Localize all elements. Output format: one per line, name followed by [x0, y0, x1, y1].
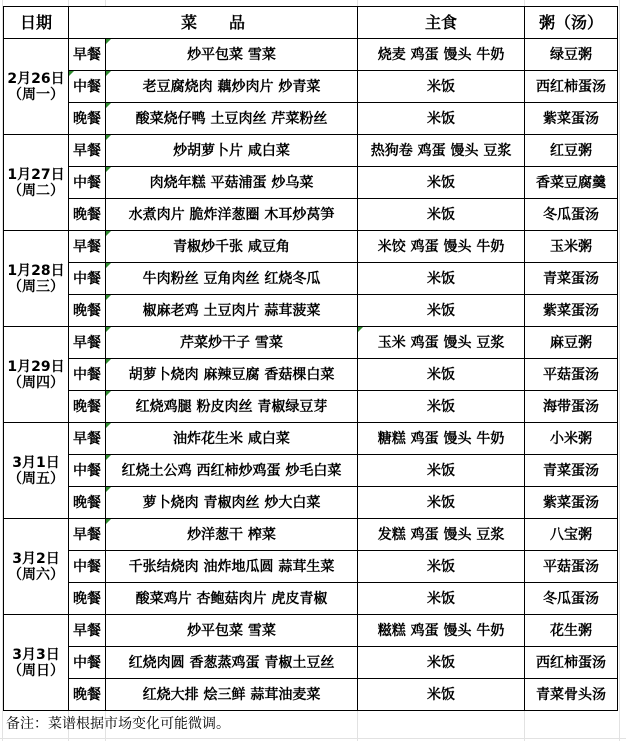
soup-cell[interactable]: 小米粥 — [525, 423, 618, 455]
dishes-cell[interactable]: 萝卜烧肉 青椒肉丝 炒大白菜 — [106, 487, 358, 519]
table-row — [4, 679, 618, 711]
soup-cell[interactable]: 西红柿蛋汤 — [525, 71, 618, 103]
staple-cell[interactable]: 米饭 — [358, 487, 525, 519]
dishes-cell[interactable]: 炒洋葱干 榨菜 — [106, 519, 358, 551]
dishes-cell[interactable]: 酸菜鸡片 杏鲍菇肉片 虎皮青椒 — [106, 583, 358, 615]
dishes-cell[interactable]: 老豆腐烧肉 藕炒肉片 炒青菜 — [106, 71, 358, 103]
staple-cell[interactable]: 糍糕 鸡蛋 馒头 牛奶 — [358, 615, 525, 647]
staple-cell[interactable]: 米饭 — [358, 391, 525, 423]
staple-cell[interactable]: 米饭 — [358, 583, 525, 615]
dishes-cell[interactable]: 肉烧年糕 平菇浦蛋 炒乌菜 — [106, 167, 358, 199]
table-row — [4, 423, 618, 455]
date-text: 3月3日 — [12, 646, 60, 663]
meal-cell[interactable]: 中餐 — [69, 455, 106, 487]
table-row — [4, 167, 618, 199]
meal-cell[interactable]: 早餐 — [69, 327, 106, 359]
meal-cell[interactable]: 晚餐 — [69, 295, 106, 327]
weekday-text: （周一） — [8, 86, 64, 103]
dishes-cell[interactable]: 红烧土公鸡 西红柿炒鸡蛋 炒毛白菜 — [106, 455, 358, 487]
dishes-cell[interactable]: 红烧大排 烩三鲜 蒜茸油麦菜 — [106, 679, 358, 711]
soup-cell[interactable]: 冬瓜蛋汤 — [525, 583, 618, 615]
dishes-cell[interactable]: 炒胡萝卜片 咸白菜 — [106, 135, 358, 167]
staple-cell[interactable]: 米饭 — [358, 103, 525, 135]
weekday-text: （周四） — [8, 374, 64, 391]
soup-cell[interactable]: 玉米粥 — [525, 231, 618, 263]
table-row — [4, 327, 618, 359]
meal-cell[interactable]: 晚餐 — [69, 199, 106, 231]
meal-cell[interactable]: 早餐 — [69, 519, 106, 551]
dishes-cell[interactable]: 胡萝卜烧肉 麻辣豆腐 香菇棵白菜 — [106, 359, 358, 391]
date-cell[interactable] — [4, 519, 69, 615]
staple-cell[interactable]: 米饭 — [358, 199, 525, 231]
header-dishes[interactable]: 菜 品 — [69, 7, 358, 39]
soup-cell[interactable]: 青菜蛋汤 — [525, 455, 618, 487]
staple-cell[interactable]: 米饭 — [358, 455, 525, 487]
dishes-cell[interactable]: 红烧鸡腿 粉皮肉丝 青椒绿豆芽 — [106, 391, 358, 423]
dishes-cell[interactable]: 炒平包菜 雪菜 — [106, 39, 358, 71]
staple-cell[interactable]: 米饭 — [358, 263, 525, 295]
staple-cell[interactable]: 米饭 — [358, 71, 525, 103]
table-row — [4, 263, 618, 295]
date-text: 1月29日 — [7, 358, 65, 375]
dishes-cell[interactable]: 油炸花生米 咸白菜 — [106, 423, 358, 455]
table-row — [4, 647, 618, 679]
dishes-cell[interactable]: 水煮肉片 脆炸洋葱圈 木耳炒莴笋 — [106, 199, 358, 231]
table-row — [4, 135, 618, 167]
table-row — [4, 519, 618, 551]
weekday-text: （周六） — [8, 566, 64, 583]
meal-cell[interactable]: 中餐 — [69, 359, 106, 391]
date-text: 1月27日 — [7, 166, 65, 183]
staple-cell[interactable]: 米饭 — [358, 295, 525, 327]
sheet-gridline — [619, 0, 620, 741]
meal-cell[interactable]: 晚餐 — [69, 583, 106, 615]
meal-cell[interactable]: 早餐 — [69, 135, 106, 167]
table-row — [4, 551, 618, 583]
soup-cell[interactable]: 麻豆粥 — [525, 327, 618, 359]
soup-cell[interactable]: 香菜豆腐羹 — [525, 167, 618, 199]
weekday-text: （周二） — [8, 182, 64, 199]
soup-cell[interactable]: 西红柿蛋汤 — [525, 647, 618, 679]
dishes-cell[interactable]: 芹菜炒干子 雪菜 — [106, 327, 358, 359]
date-text: 3月2日 — [12, 550, 60, 567]
staple-cell[interactable]: 米饭 — [358, 647, 525, 679]
footnote[interactable]: 备注：菜谱根据市场变化可能微调。 — [6, 716, 230, 732]
soup-cell[interactable]: 花生粥 — [525, 615, 618, 647]
soup-cell[interactable]: 冬瓜蛋汤 — [525, 199, 618, 231]
staple-cell[interactable]: 糖糕 鸡蛋 馒头 牛奶 — [358, 423, 525, 455]
date-cell[interactable] — [4, 135, 69, 231]
soup-cell[interactable]: 红豆粥 — [525, 135, 618, 167]
staple-cell[interactable]: 玉米 鸡蛋 馒头 豆浆 — [358, 327, 525, 359]
staple-cell[interactable]: 米饭 — [358, 167, 525, 199]
soup-cell[interactable]: 紫菜蛋汤 — [525, 103, 618, 135]
meal-cell[interactable]: 晚餐 — [69, 103, 106, 135]
soup-cell[interactable]: 紫菜蛋汤 — [525, 487, 618, 519]
date-cell[interactable] — [4, 615, 69, 711]
table-row — [4, 615, 618, 647]
dishes-cell[interactable]: 红烧肉圆 香葱蒸鸡蛋 青椒土豆丝 — [106, 647, 358, 679]
meal-cell[interactable]: 中餐 — [69, 551, 106, 583]
table-row — [4, 231, 618, 263]
date-cell[interactable] — [4, 327, 69, 423]
dishes-cell[interactable]: 牛肉粉丝 豆角肉丝 红烧冬瓜 — [106, 263, 358, 295]
staple-cell[interactable]: 米饭 — [358, 551, 525, 583]
table-row — [4, 487, 618, 519]
date-text: 1月28日 — [7, 262, 65, 279]
staple-cell[interactable]: 米饭 — [358, 679, 525, 711]
dishes-cell[interactable]: 炒平包菜 雪菜 — [106, 615, 358, 647]
date-cell[interactable] — [4, 423, 69, 519]
soup-cell[interactable]: 八宝粥 — [525, 519, 618, 551]
staple-cell[interactable]: 热狗卷 鸡蛋 馒头 豆浆 — [358, 135, 525, 167]
header-row — [4, 7, 618, 39]
soup-cell[interactable]: 紫菜蛋汤 — [525, 295, 618, 327]
table-row — [4, 391, 618, 423]
table-row — [4, 103, 618, 135]
staple-cell[interactable]: 米饺 鸡蛋 馒头 牛奶 — [358, 231, 525, 263]
meal-cell[interactable]: 早餐 — [69, 39, 106, 71]
staple-cell[interactable]: 烧麦 鸡蛋 馒头 牛奶 — [358, 39, 525, 71]
date-cell[interactable] — [4, 231, 69, 327]
meal-cell[interactable]: 中餐 — [69, 167, 106, 199]
table-row — [4, 455, 618, 487]
sheet-gridline — [0, 738, 626, 739]
meal-cell[interactable]: 早餐 — [69, 615, 106, 647]
table-row — [4, 583, 618, 615]
soup-cell[interactable]: 平菇蛋汤 — [525, 359, 618, 391]
meal-cell[interactable]: 晚餐 — [69, 391, 106, 423]
weekday-text: （周日） — [8, 662, 64, 679]
header-soup[interactable]: 粥（汤） — [525, 7, 618, 39]
meal-cell[interactable]: 中餐 — [69, 647, 106, 679]
table-row — [4, 359, 618, 391]
table-row — [4, 71, 618, 103]
soup-cell[interactable]: 青菜蛋汤 — [525, 263, 618, 295]
table-row — [4, 39, 618, 71]
table-row — [4, 199, 618, 231]
dishes-cell[interactable]: 酸菜烧仔鸭 土豆肉丝 芹菜粉丝 — [106, 103, 358, 135]
staple-cell[interactable]: 发糕 鸡蛋 馒头 豆浆 — [358, 519, 525, 551]
meal-cell[interactable]: 中餐 — [69, 71, 106, 103]
dishes-cell[interactable]: 千张结烧肉 油炸地瓜圆 蒜茸生菜 — [106, 551, 358, 583]
table-row — [4, 295, 618, 327]
meal-cell[interactable]: 中餐 — [69, 263, 106, 295]
soup-cell[interactable]: 海带蛋汤 — [525, 391, 618, 423]
weekly-menu-table — [3, 6, 618, 711]
dishes-cell[interactable]: 椒麻老鸡 土豆肉片 蒜茸菠菜 — [106, 295, 358, 327]
soup-cell[interactable]: 平菇蛋汤 — [525, 551, 618, 583]
soup-cell[interactable]: 青菜骨头汤 — [525, 679, 618, 711]
meal-cell[interactable]: 早餐 — [69, 423, 106, 455]
staple-cell[interactable]: 米饭 — [358, 359, 525, 391]
soup-cell[interactable]: 绿豆粥 — [525, 39, 618, 71]
header-date[interactable]: 日期 — [4, 7, 69, 39]
weekday-text: （周三） — [8, 278, 64, 295]
meal-cell[interactable]: 早餐 — [69, 231, 106, 263]
weekday-text: （周五） — [8, 470, 64, 487]
dishes-cell[interactable]: 青椒炒千张 咸豆角 — [106, 231, 358, 263]
meal-cell[interactable]: 晚餐 — [69, 487, 106, 519]
header-staple[interactable]: 主食 — [358, 7, 525, 39]
date-cell[interactable] — [4, 39, 69, 135]
date-text: 2月26日 — [7, 70, 65, 87]
meal-cell[interactable]: 晚餐 — [69, 679, 106, 711]
date-text: 3月1日 — [12, 454, 60, 471]
